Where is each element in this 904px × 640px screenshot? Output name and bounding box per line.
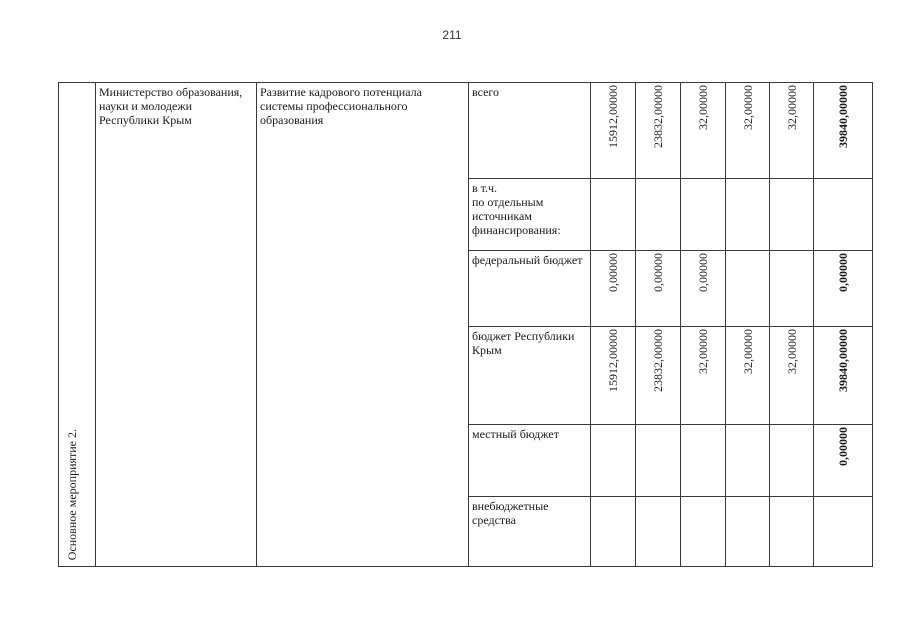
value-cell bbox=[591, 179, 636, 251]
budget-table bbox=[58, 82, 873, 567]
source-cell bbox=[469, 497, 591, 567]
value-cell bbox=[681, 179, 726, 251]
value-cell bbox=[636, 497, 681, 567]
value-cell bbox=[770, 497, 814, 567]
value-cell bbox=[770, 83, 814, 179]
value-cell bbox=[636, 251, 681, 327]
total-text: 39840,00000 bbox=[836, 85, 850, 148]
page-number: 211 bbox=[442, 28, 462, 42]
value-text: 0,00000 bbox=[606, 253, 620, 292]
total-text: 0,00000 bbox=[836, 427, 850, 466]
value-cell bbox=[681, 425, 726, 497]
value-text: 15912,00000 bbox=[606, 85, 620, 148]
value-cell bbox=[681, 497, 726, 567]
executor-cell bbox=[96, 83, 257, 567]
value-cell bbox=[636, 327, 681, 425]
value-cell bbox=[591, 327, 636, 425]
measure-label: Основное мероприятие 2. bbox=[65, 428, 79, 560]
source-cell bbox=[469, 251, 591, 327]
value-cell bbox=[770, 251, 814, 327]
value-text: 32,00000 bbox=[784, 329, 799, 374]
measure-cell bbox=[59, 83, 96, 567]
value-text: 0,00000 bbox=[696, 253, 710, 292]
description-text: Развитие кадрового потенциала системы профессионального образования bbox=[260, 85, 422, 127]
value-cell bbox=[770, 179, 814, 251]
total-text: 39840,00000 bbox=[836, 329, 850, 392]
value-cell bbox=[726, 327, 770, 425]
total-cell bbox=[814, 251, 873, 327]
source-cell bbox=[469, 83, 591, 179]
value-cell bbox=[636, 425, 681, 497]
value-text: 32,00000 bbox=[696, 329, 710, 374]
source-label: всего bbox=[472, 85, 500, 99]
total-cell bbox=[814, 425, 873, 497]
total-cell bbox=[814, 327, 873, 425]
value-text: 23832,00000 bbox=[651, 85, 665, 148]
total-cell bbox=[814, 497, 873, 567]
source-cell bbox=[469, 327, 591, 425]
value-cell bbox=[770, 327, 814, 425]
value-cell bbox=[770, 425, 814, 497]
value-cell bbox=[726, 83, 770, 179]
value-text: 15912,00000 bbox=[606, 329, 620, 392]
value-text: 23832,00000 bbox=[651, 329, 665, 392]
source-label: бюджет Республики Крым bbox=[472, 329, 575, 357]
total-cell bbox=[814, 179, 873, 251]
description-cell bbox=[257, 83, 469, 567]
executor-text: Министерство образования, науки и молодежи Республики Крым bbox=[99, 85, 243, 127]
value-cell bbox=[726, 179, 770, 251]
value-text: 0,00000 bbox=[651, 253, 665, 292]
table-row bbox=[59, 83, 873, 179]
value-cell bbox=[636, 179, 681, 251]
source-label: в т.ч. по отдельным источникам финансирования: bbox=[472, 181, 561, 237]
value-cell bbox=[681, 327, 726, 425]
value-cell bbox=[636, 83, 681, 179]
value-text: 32,00000 bbox=[740, 85, 755, 130]
value-cell bbox=[726, 425, 770, 497]
source-label: федеральный бюджет bbox=[472, 253, 583, 267]
value-cell bbox=[591, 251, 636, 327]
value-text: 32,00000 bbox=[740, 329, 755, 374]
value-cell bbox=[591, 83, 636, 179]
value-cell bbox=[591, 497, 636, 567]
total-cell bbox=[814, 83, 873, 179]
total-text: 0,00000 bbox=[836, 253, 850, 292]
value-cell bbox=[726, 497, 770, 567]
value-cell bbox=[681, 251, 726, 327]
source-cell bbox=[469, 179, 591, 251]
value-cell bbox=[591, 425, 636, 497]
source-cell bbox=[469, 425, 591, 497]
value-text: 32,00000 bbox=[696, 85, 710, 130]
source-label: внебюджетные средства bbox=[472, 499, 549, 527]
value-cell bbox=[726, 251, 770, 327]
source-label: местный бюджет bbox=[472, 427, 559, 441]
value-text: 32,00000 bbox=[784, 85, 799, 130]
value-cell bbox=[681, 83, 726, 179]
